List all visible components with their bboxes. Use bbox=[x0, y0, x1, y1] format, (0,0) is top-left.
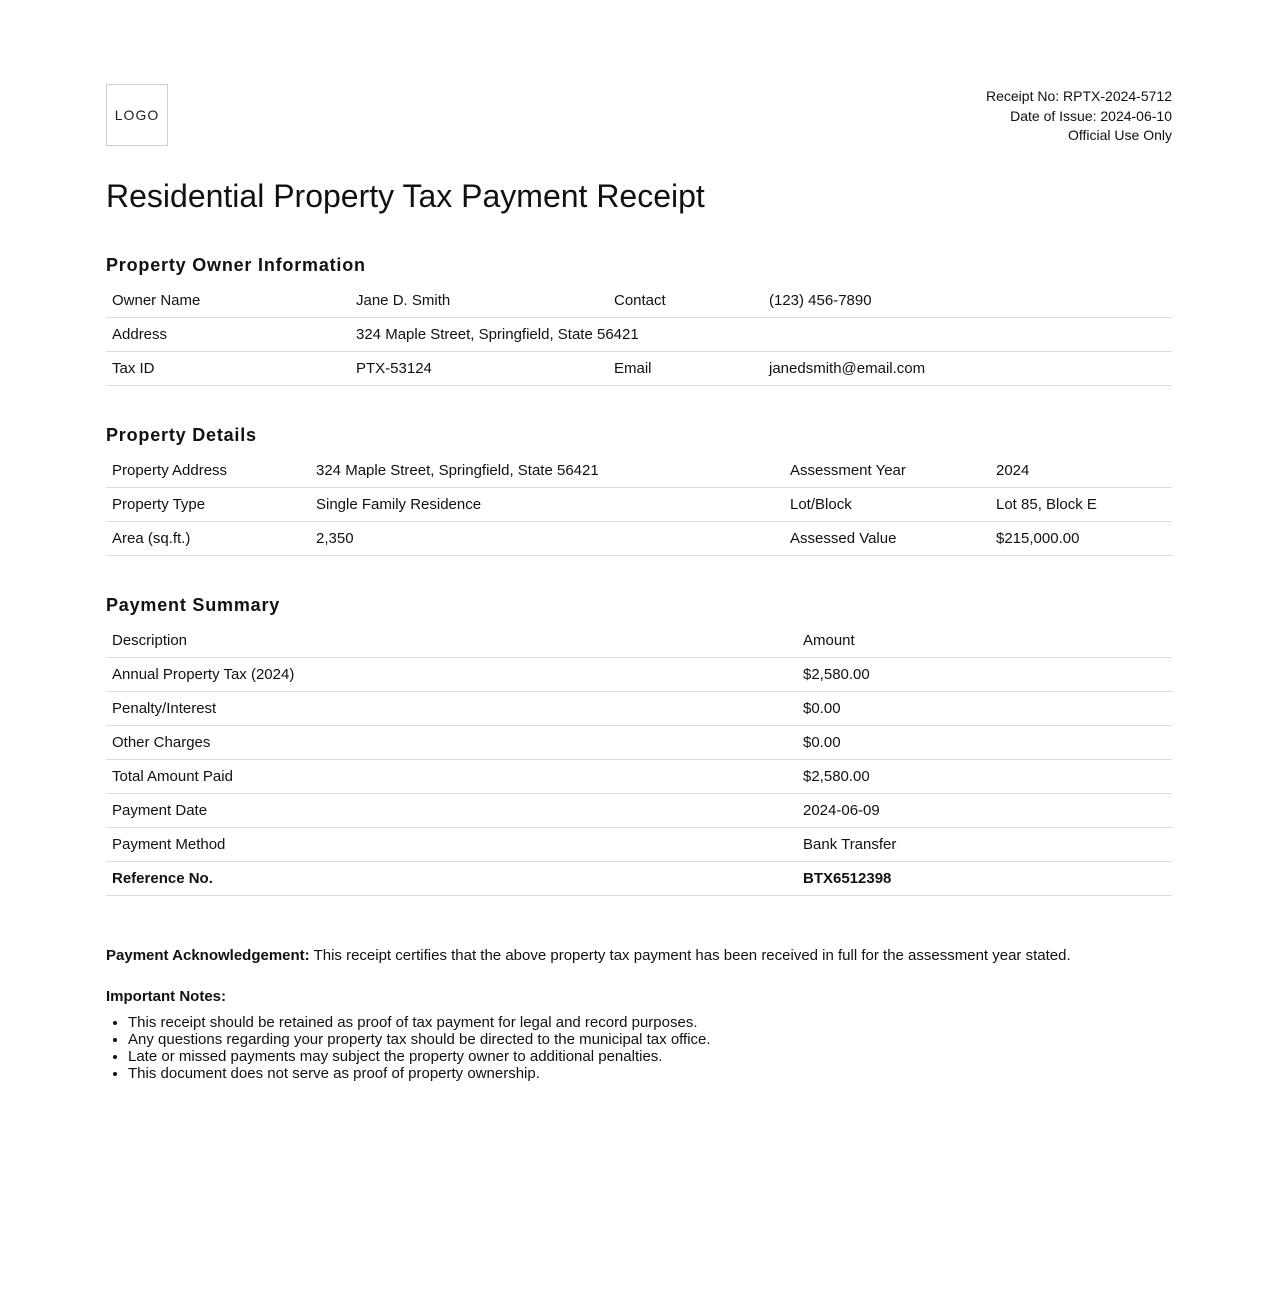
table-row bbox=[106, 794, 1172, 828]
logo: LOGO bbox=[106, 84, 168, 146]
contact-label: Contact bbox=[608, 284, 763, 318]
notes-title: Important Notes: bbox=[106, 988, 226, 1005]
description-header: Description bbox=[106, 624, 797, 658]
assessed-value-value: $215,000.00 bbox=[990, 522, 1172, 556]
list-item: • This receipt should be retained as proof of tax payment for legal and record purposes. bbox=[128, 1014, 1172, 1031]
payment-method-label: Payment Method bbox=[106, 828, 797, 862]
contact-value: (123) 456-7890 bbox=[763, 284, 1172, 318]
table-header-row bbox=[106, 624, 1172, 658]
receipt-header bbox=[106, 84, 1172, 146]
table-row bbox=[106, 318, 1172, 352]
address-value: 324 Maple Street, Springfield, State 56421 bbox=[350, 318, 1172, 352]
official-use-note: Official Use Only bbox=[1068, 127, 1172, 143]
tax-id-value: PTX-53124 bbox=[350, 352, 608, 386]
date-of-issue: Date of Issue: 2024-06-10 bbox=[1010, 107, 1172, 124]
table-row bbox=[106, 454, 1172, 488]
assessment-year-label: Assessment Year bbox=[784, 454, 990, 488]
acknowledgement-label: Payment Acknowledgement: bbox=[106, 947, 310, 964]
owner-name-value: Jane D. Smith bbox=[350, 284, 608, 318]
receipt-meta bbox=[986, 87, 1172, 146]
table-row bbox=[106, 862, 1172, 896]
area-value: 2,350 bbox=[310, 522, 784, 556]
payment-date-label: Payment Date bbox=[106, 794, 797, 828]
payment-section-title: Payment Summary bbox=[106, 595, 281, 615]
table-row bbox=[106, 284, 1172, 318]
tax-id-label: Tax ID bbox=[106, 352, 350, 386]
area-label: Area (sq.ft.) bbox=[106, 522, 310, 556]
total-paid-label: Total Amount Paid bbox=[106, 760, 797, 794]
table-row bbox=[106, 488, 1172, 522]
table-row bbox=[106, 658, 1172, 692]
payment-date-value: 2024-06-09 bbox=[797, 794, 1172, 828]
table-row bbox=[106, 522, 1172, 556]
notes-list bbox=[106, 1014, 1172, 1082]
owner-table bbox=[106, 284, 1172, 386]
lot-block-label: Lot/Block bbox=[784, 488, 990, 522]
annual-tax-label: Annual Property Tax (2024) bbox=[106, 658, 797, 692]
owner-section-title: Property Owner Information bbox=[106, 255, 366, 275]
property-address-label: Property Address bbox=[106, 454, 310, 488]
list-item: • Late or missed payments may subject the property owner to additional penalties. bbox=[128, 1048, 1172, 1065]
property-section-title: Property Details bbox=[106, 425, 257, 445]
property-table bbox=[106, 454, 1172, 556]
owner-name-label: Owner Name bbox=[106, 284, 350, 318]
table-row bbox=[106, 828, 1172, 862]
receipt-page bbox=[106, 0, 1172, 1082]
list-item: • Any questions regarding your property tax should be directed to the municipal tax office. bbox=[128, 1031, 1172, 1048]
address-label: Address bbox=[106, 318, 350, 352]
list-item: • This document does not serve as proof of property ownership. bbox=[128, 1065, 1172, 1082]
email-value: janedsmith@email.com bbox=[763, 352, 1172, 386]
table-row bbox=[106, 352, 1172, 386]
reference-no-value: BTX6512398 bbox=[797, 862, 1172, 896]
assessment-year-value: 2024 bbox=[990, 454, 1172, 488]
other-charges-label: Other Charges bbox=[106, 726, 797, 760]
property-address-value: 324 Maple Street, Springfield, State 56421 bbox=[310, 454, 784, 488]
penalty-label: Penalty/Interest bbox=[106, 692, 797, 726]
acknowledgement-text: This receipt certifies that the above property tax payment has been received in full for the assessment year stated. bbox=[309, 947, 1071, 964]
table-row bbox=[106, 760, 1172, 794]
payment-acknowledgement bbox=[106, 946, 1172, 966]
email-label: Email bbox=[608, 352, 763, 386]
page-title: Residential Property Tax Payment Receipt bbox=[106, 178, 705, 214]
lot-block-value: Lot 85, Block E bbox=[990, 488, 1172, 522]
payment-table bbox=[106, 624, 1172, 896]
receipt-number: Receipt No: RPTX-2024-5712 bbox=[986, 88, 1172, 104]
reference-no-label: Reference No. bbox=[106, 862, 797, 896]
amount-header: Amount bbox=[797, 624, 1172, 658]
penalty-amount: $0.00 bbox=[797, 692, 1172, 726]
payment-method-value: Bank Transfer bbox=[797, 828, 1172, 862]
table-row bbox=[106, 726, 1172, 760]
other-charges-amount: $0.00 bbox=[797, 726, 1172, 760]
annual-tax-amount: $2,580.00 bbox=[797, 658, 1172, 692]
assessed-value-label: Assessed Value bbox=[784, 522, 990, 556]
property-type-value: Single Family Residence bbox=[310, 488, 784, 522]
table-row bbox=[106, 692, 1172, 726]
total-paid-amount: $2,580.00 bbox=[797, 760, 1172, 794]
property-type-label: Property Type bbox=[106, 488, 310, 522]
